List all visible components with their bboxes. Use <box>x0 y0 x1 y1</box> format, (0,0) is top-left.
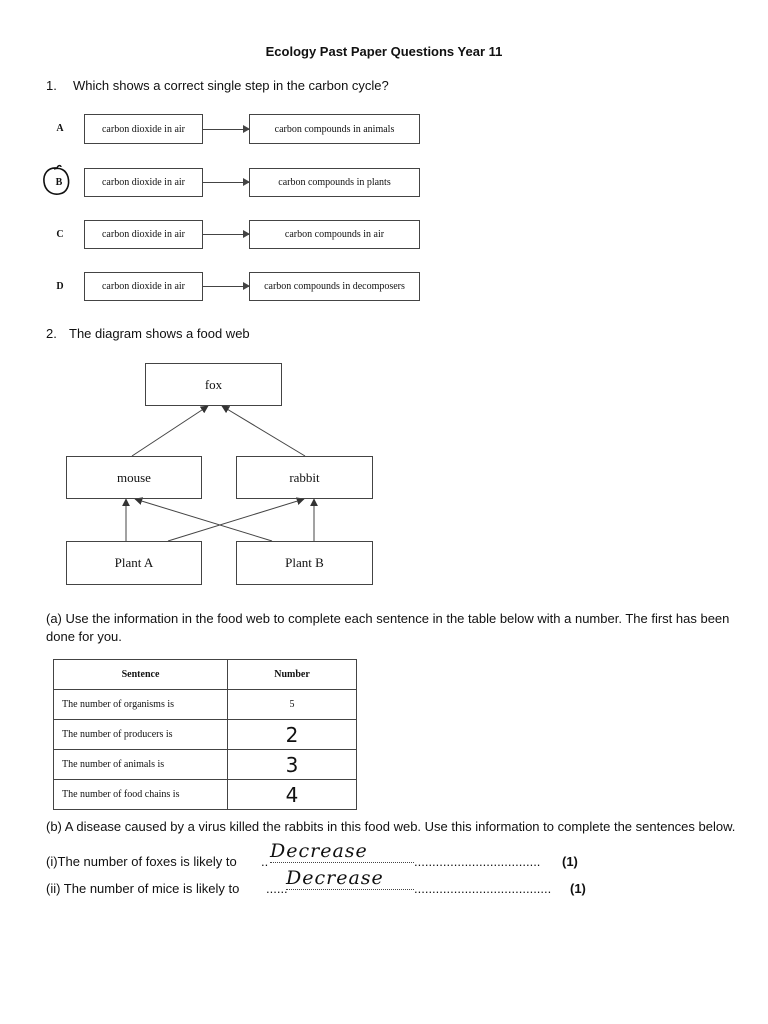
part-b-line1-marks: (1) <box>562 854 578 869</box>
q2-number: 2. <box>46 326 57 341</box>
answer-table <box>53 659 357 810</box>
part-a-text: (a) Use the information in the food web to complete each sentence in the table below with a number. The first has been done for you. <box>46 611 730 644</box>
part-b-line1-prefix: (i)The number of foxes is likely to <box>46 854 237 869</box>
option-c-letter: C <box>56 229 64 240</box>
q1-number: 1. <box>46 78 57 93</box>
option-c-to-box: carbon compounds in air <box>249 220 420 249</box>
table-cell-number-handwritten: 4 <box>228 780 357 810</box>
web-node-plant-a: Plant A <box>66 541 202 585</box>
part-b-line1-dots-tail: ................................... <box>414 854 541 869</box>
table-cell-sentence: The number of food chains is <box>54 780 228 810</box>
arrow-plantb-to-mouse <box>135 499 272 541</box>
part-b-line2-marks: (1) <box>570 881 586 896</box>
part-b-line2-dots-lead: ...... <box>266 881 288 896</box>
table-cell-number: 5 <box>228 690 357 720</box>
part-b-text: (b) A disease caused by a virus killed the rabbits in this food web. Use this information to complete the sentences below. <box>46 819 736 834</box>
option-a-from-box: carbon dioxide in air <box>84 114 203 144</box>
part-b-line2-dots-tail: ...................................... <box>414 881 552 896</box>
table-cell-sentence: The number of organisms is <box>54 690 228 720</box>
table-row <box>54 780 357 810</box>
arrow-planta-to-rabbit <box>168 499 304 541</box>
table-cell-sentence: The number of producers is <box>54 720 228 750</box>
table-header-sentence: Sentence <box>54 660 228 690</box>
table-row <box>54 720 357 750</box>
table-cell-number-handwritten: 2 <box>228 720 357 750</box>
option-d-to-box: carbon compounds in decomposers <box>249 272 420 301</box>
web-node-plant-b: Plant B <box>236 541 373 585</box>
table-header-row <box>54 660 357 690</box>
option-a-to-box: carbon compounds in animals <box>249 114 420 144</box>
option-b-from-box: carbon dioxide in air <box>84 168 203 197</box>
part-b-line2-prefix: (ii) The number of mice is likely to <box>46 881 240 896</box>
option-b-letter: B <box>55 177 63 188</box>
table-header-number: Number <box>228 660 357 690</box>
option-c-from-box: carbon dioxide in air <box>84 220 203 249</box>
table-row <box>54 690 357 720</box>
option-a-letter: A <box>56 123 64 134</box>
part-b-line1-answer-handwritten: Decrease <box>270 840 414 863</box>
web-node-rabbit: rabbit <box>236 456 373 499</box>
part-b-line1-dots-lead: .. <box>261 854 269 869</box>
arrow-mouse-to-fox <box>132 406 208 456</box>
web-node-fox: fox <box>145 363 282 406</box>
web-node-mouse: mouse <box>66 456 202 499</box>
table-row <box>54 750 357 780</box>
q1-text: Which shows a correct single step in the carbon cycle? <box>73 78 389 93</box>
table-cell-sentence: The number of animals is <box>54 750 228 780</box>
option-b-to-box: carbon compounds in plants <box>249 168 420 197</box>
part-b-line2-answer-handwritten: Decrease <box>286 867 414 890</box>
arrow-rabbit-to-fox <box>222 406 305 456</box>
option-d-from-box: carbon dioxide in air <box>84 272 203 301</box>
option-d-letter: D <box>56 281 64 292</box>
q2-text: The diagram shows a food web <box>69 326 250 341</box>
table-cell-number-handwritten: 3 <box>228 750 357 780</box>
page-title: Ecology Past Paper Questions Year 11 <box>265 44 503 59</box>
